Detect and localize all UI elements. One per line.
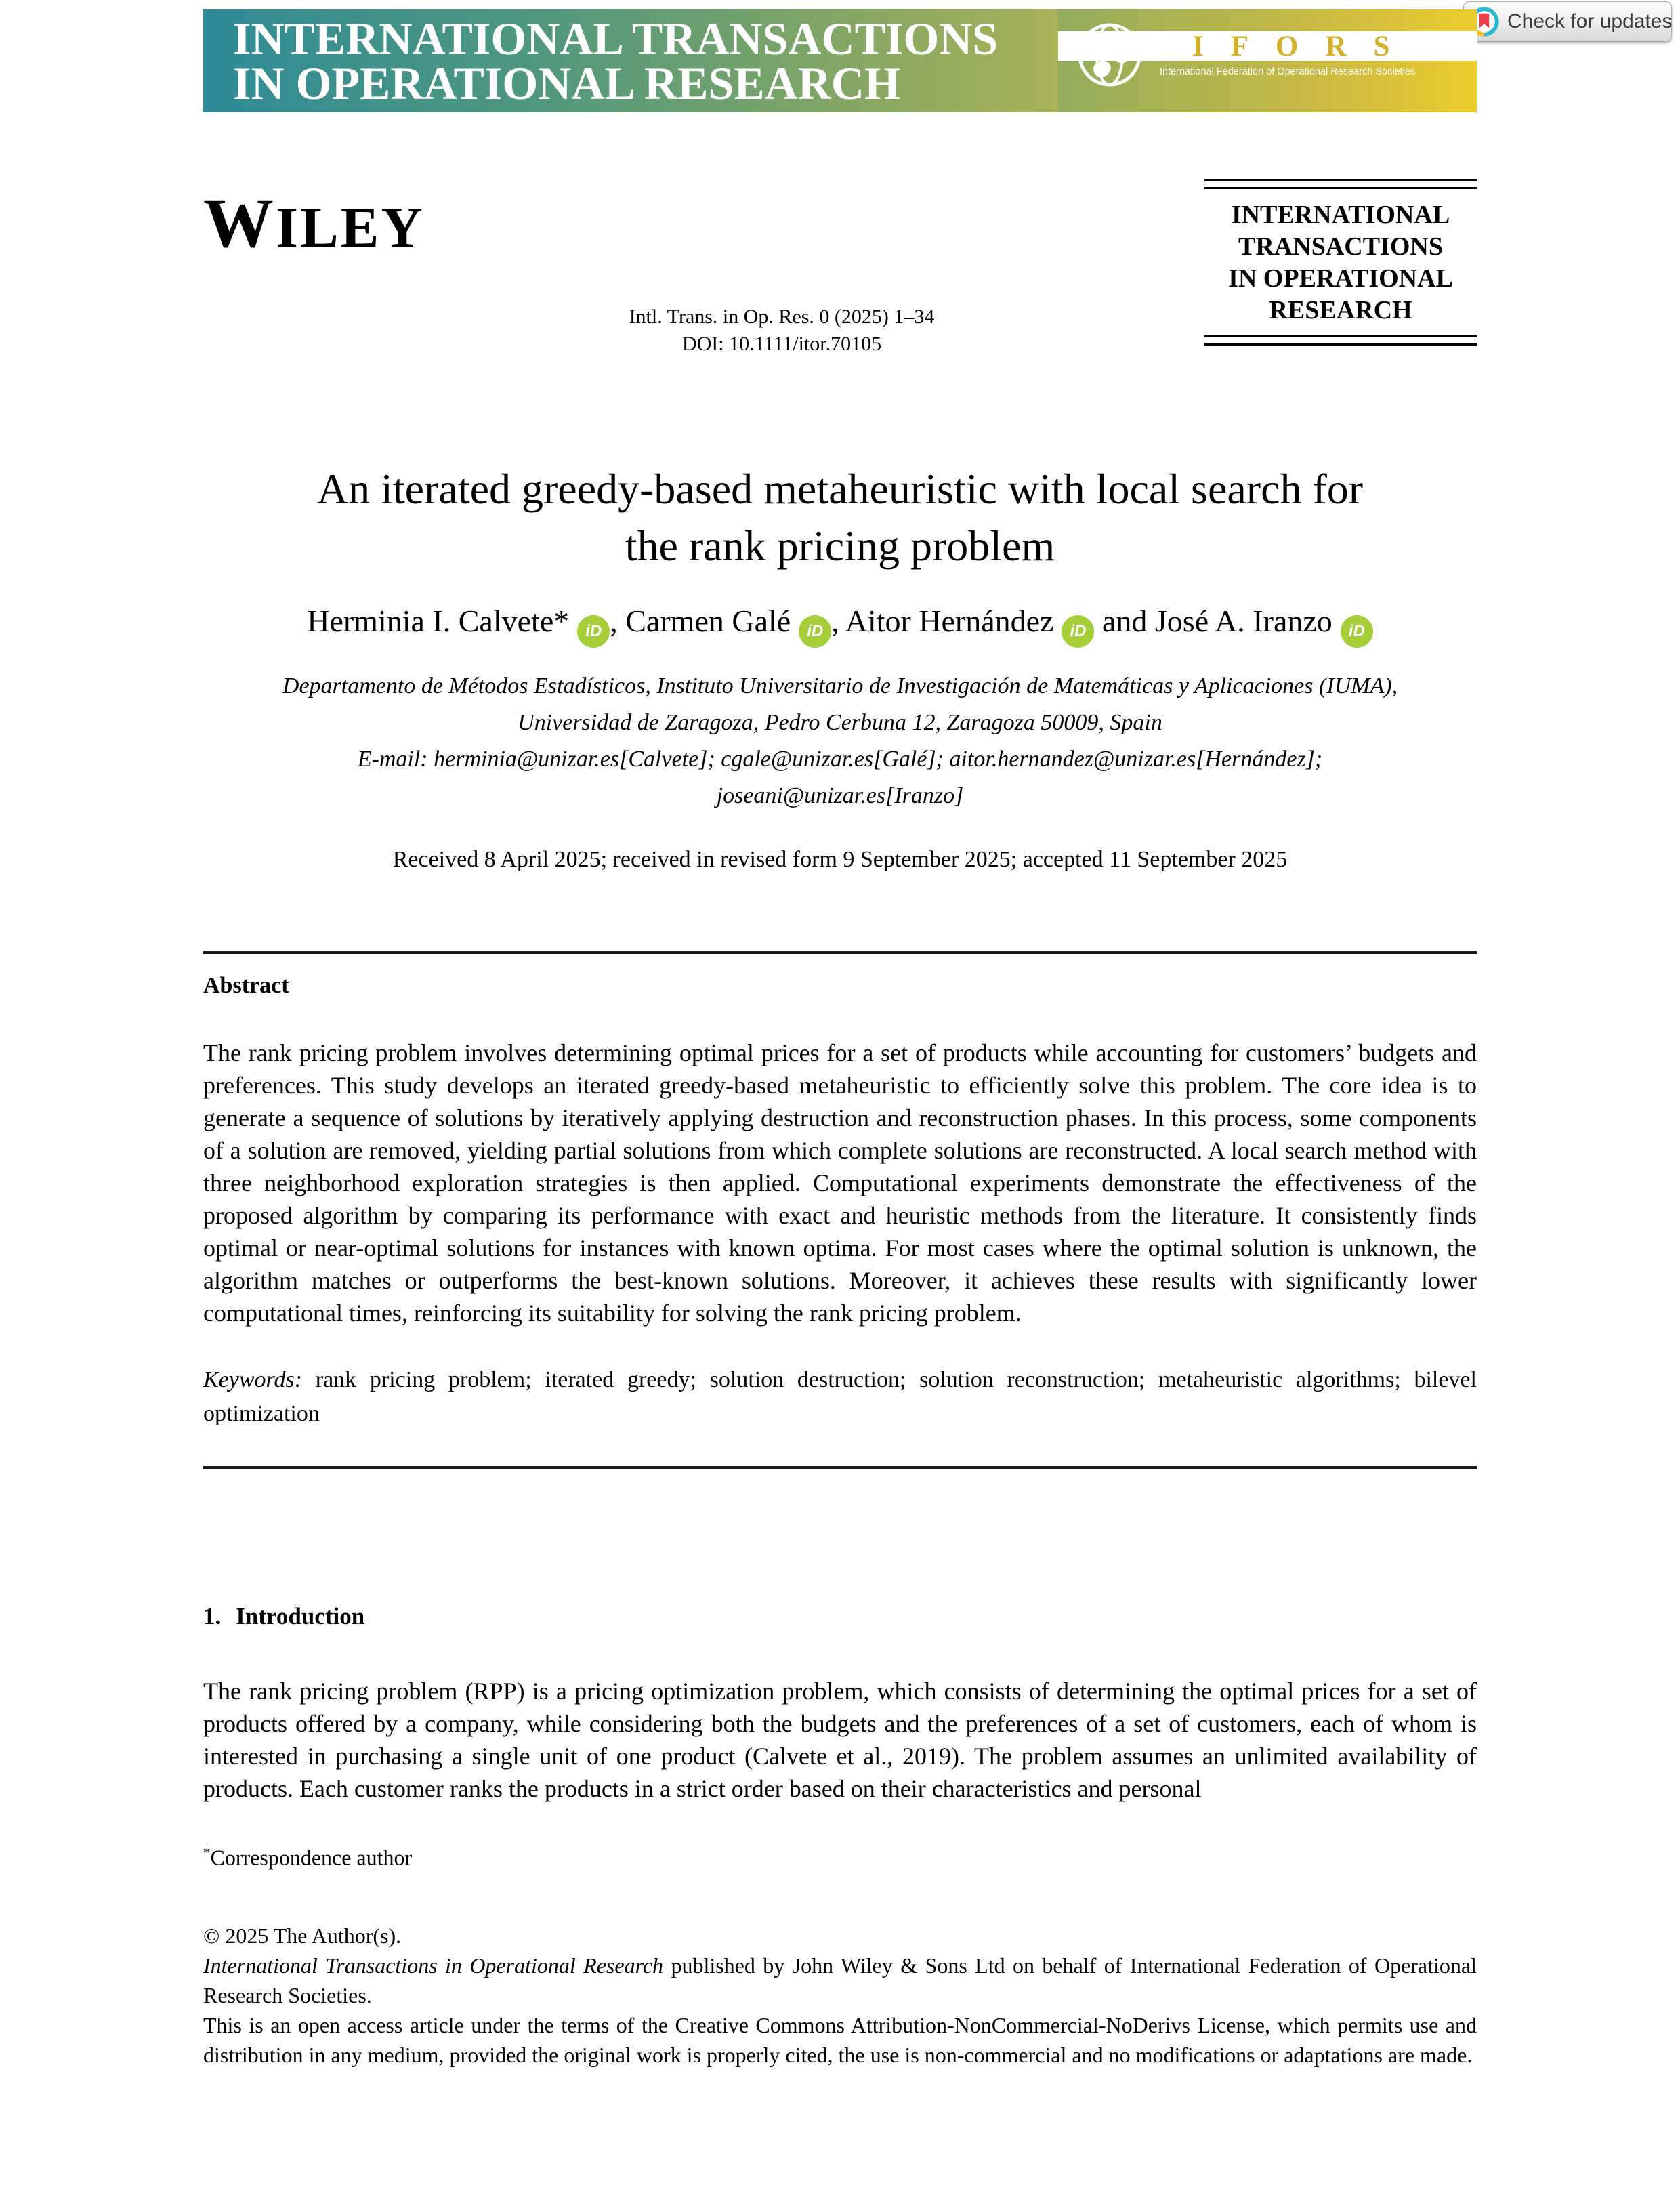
author-separator: ,: [831, 604, 845, 638]
footer-copyright: © 2025 The Author(s).: [203, 1923, 402, 1948]
citation-volume: Intl. Trans. in Op. Res. 0 (2025) 1–34: [629, 306, 935, 328]
abstract-rule-bottom: [203, 1466, 1477, 1469]
article-title-line1: An iterated greedy-based metaheuristic with local search for: [316, 465, 1364, 513]
author-separator: and: [1094, 604, 1155, 638]
banner-title-line1: INTERNATIONAL TRANSACTIONS: [233, 13, 999, 64]
journal-name-line: RESEARCH: [1269, 296, 1412, 325]
footer-license: This is an open access article under the terms of the Creative Commons Attribution-NonCommercial-NoDerivs License, which permits use and distribution in any medium, provided the original work is properly cited, the use is non-commercial and no modifications or adaptations are made.: [203, 2012, 1477, 2067]
footnote-text: Correspondence author: [210, 1845, 413, 1870]
journal-name-line: IN OPERATIONAL: [1228, 264, 1453, 293]
keywords-text: rank pricing problem; iterated greedy; solution destruction; solution reconstruction; metaheuristic algorithms; bilevel optimization: [203, 1367, 1477, 1426]
citation-doi: DOI: 10.1111/itor.70105: [681, 333, 882, 355]
check-for-updates-badge[interactable]: [1463, 1, 1672, 42]
introduction-paragraph: The rank pricing problem (RPP) is a pricing optimization problem, which consists of determining the optimal prices for a set of products offered by a company, while considering both the budgets and the preferences of a set of customers, each of whom is interested in purchasing a single unit of one product (Calvete et al., 2019). The problem assumes an unlimited availability of products. Each customer ranks the products in a strict order based on their characteristics and personal: [203, 1678, 1477, 1802]
wiley-logo-rest: ILEY: [276, 196, 425, 259]
wiley-logo-initial: W: [203, 184, 276, 262]
journal-rule-top: [1204, 179, 1477, 189]
author-name: José A. Iranzo: [1154, 604, 1332, 638]
email-line: joseani@unizar.es[Iranzo]: [716, 783, 964, 808]
keywords-label: Keywords:: [203, 1367, 303, 1392]
footer-publisher: [203, 1951, 1477, 2010]
affiliation-line: Departamento de Métodos Estadísticos, Instituto Universitario de Investigación de Matemáticas y Aplicaciones (IUMA),: [282, 673, 1398, 699]
author-separator: ,: [610, 604, 626, 638]
orcid-icon[interactable]: iD: [799, 615, 831, 648]
keywords: [203, 1363, 1477, 1431]
citation: [203, 304, 1360, 358]
journal-name-line: INTERNATIONAL: [1231, 201, 1450, 229]
check-badge-label: Check for updates: [1507, 10, 1673, 33]
affiliation-block: [203, 668, 1477, 814]
ifors-logo: [1058, 9, 1477, 112]
abstract-text: The rank pricing problem involves determining optimal prices for a set of products while accounting for customers’ budgets and preferences. This study develops an iterated greedy-based metaheuristic to efficiently solve this problem. The core idea is to generate a sequence of solutions by iteratively applying destruction and reconstruction phases. In this process, some components of a solution are removed, yielding partial solutions from which complete solutions are reconstructed. A local search method with three neighborhood exploration strategies is then applied. Computational experiments demonstrate the effectiveness of the proposed algorithm by comparing its performance with exact and heuristic methods from the literature. It consistently finds optimal or near-optimal solutions for instances with known optima. For most cases where the optimal solution is unknown, the algorithm matches or outperforms the best-known solutions. Moreover, it achieves these results with significantly lower computational times, reinforcing its suitability for solving the rank pricing problem.: [203, 1039, 1477, 1327]
section-number: 1.: [203, 1603, 222, 1629]
affiliation-line: Universidad de Zaragoza, Pedro Cerbuna 12, Zaragoza 50009, Spain: [518, 710, 1162, 735]
footer-publisher-text: published by John Wiley & Sons Ltd on behalf of International Federation of Operational Research Societies.: [203, 1953, 1477, 2007]
globe-icon: [1076, 20, 1143, 89]
wiley-logo: [203, 183, 425, 264]
abstract-heading: Abstract: [203, 973, 289, 998]
article-title: [203, 461, 1477, 575]
publisher-header-row: [203, 179, 1477, 359]
article-title-line2: the rank pricing problem: [625, 522, 1055, 570]
footnote-marker: *: [203, 1844, 211, 1860]
authors-line: [203, 603, 1477, 648]
abstract-rule-top: [203, 951, 1477, 954]
top-banner: [203, 9, 1477, 112]
section-heading-introduction: [203, 1603, 1477, 1630]
received-dates: Received 8 April 2025; received in revised form 9 September 2025; accepted 11 September 2025: [392, 847, 1288, 872]
orcid-icon[interactable]: iD: [1341, 615, 1373, 648]
section-title: Introduction: [236, 1603, 365, 1629]
ifors-acronym: IFORS: [1192, 30, 1417, 62]
author-name: Carmen Galé: [625, 604, 791, 638]
orcid-icon[interactable]: iD: [577, 615, 610, 648]
email-line: E-mail: herminia@unizar.es[Calvete]; cgale@unizar.es[Galé]; aitor.hernandez@unizar.es[Hernández];: [357, 747, 1323, 772]
journal-banner-title: [203, 9, 1058, 112]
footer-block: [203, 1921, 1477, 2070]
footer-journal-name: International Transactions in Operational Research: [203, 1953, 664, 1978]
journal-name-line: TRANSACTIONS: [1238, 232, 1443, 261]
banner-title-line2: IN OPERATIONAL RESEARCH: [233, 58, 900, 109]
author-name: Herminia I. Calvete*: [307, 604, 570, 638]
ifors-subtitle: International Federation of Operational Research Societies: [1160, 66, 1416, 77]
author-name: Aitor Hernández: [845, 604, 1054, 638]
orcid-icon[interactable]: iD: [1062, 615, 1094, 648]
correspondence-footnote: [203, 1844, 1477, 1871]
